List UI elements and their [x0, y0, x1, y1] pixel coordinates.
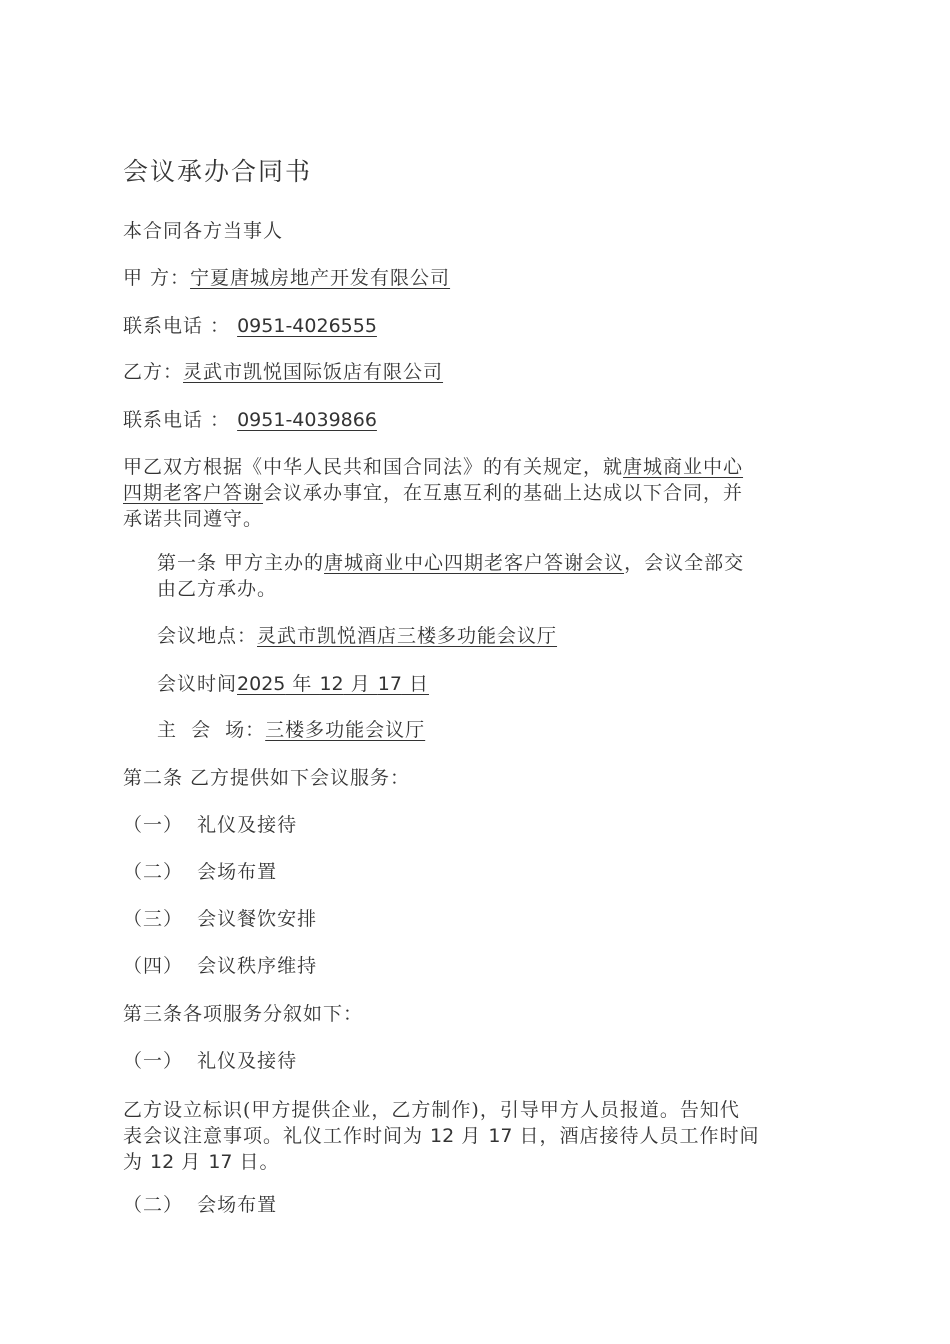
main-hall-line — [157, 718, 425, 742]
party-b-line — [123, 360, 443, 384]
article-3-line-2-post: 日，酒店接待人员工作时间 — [512, 1125, 760, 1147]
party-b-label: 乙方： — [123, 361, 184, 383]
article-3-line-2-day: 17 — [488, 1125, 513, 1147]
time-line — [157, 672, 429, 696]
preamble-line-2-text: 会议承办事宜，在互惠互利的基础上达成以下合同，并 — [263, 482, 744, 504]
party-b-phone-line — [123, 408, 377, 432]
article-3-paragraph — [123, 1097, 760, 1175]
time-day-unit: 日 — [401, 673, 429, 695]
party-a-line — [123, 266, 450, 290]
article-3-sub-2: （二） 会场布置 — [123, 1194, 278, 1216]
article-3-line-2-mid: 月 — [454, 1125, 489, 1147]
article-1-meeting-name: 唐城商业中心四期老客户答谢会议 — [324, 552, 625, 574]
party-a-phone-line — [123, 314, 377, 338]
preamble-line-1 — [123, 454, 743, 480]
party-a-phone-label: 联系电话 ： — [123, 315, 231, 337]
time-month: 12 — [319, 673, 344, 695]
article-3-line-3-pre: 为 — [123, 1151, 151, 1173]
article-3-line-3-month: 12 — [150, 1151, 175, 1173]
article-1-paragraph — [157, 550, 744, 602]
preamble-line-2 — [123, 480, 743, 506]
preamble-paragraph — [123, 454, 743, 532]
party-a-phone: 0951-4026555 — [237, 315, 377, 337]
preamble-line-3: 承诺共同遵守。 — [123, 508, 264, 530]
venue-value: 灵武市凯悦酒店三楼多功能会议厅 — [257, 625, 558, 647]
article-3-line-3 — [123, 1149, 760, 1175]
article-1-line-1-post: ，会议全部交 — [624, 552, 745, 574]
document-title: 会议承办合同书 — [123, 157, 313, 186]
party-a-label: 甲 方： — [123, 267, 191, 289]
article-1-line-1 — [157, 550, 744, 576]
article-3-line-3-mid: 月 — [174, 1151, 209, 1173]
article-2-heading: 第二条 乙方提供如下会议服务： — [123, 767, 411, 789]
party-b-phone-label: 联系电话 ： — [123, 409, 231, 431]
time-value — [237, 673, 429, 695]
article-2-item-4: （四） 会议秩序维持 — [123, 955, 318, 977]
party-b-name: 灵武市凯悦国际饭店有限公司 — [183, 361, 444, 383]
venue-label: 会议地点： — [157, 625, 258, 647]
preamble-project-part2: 四期老客户答谢 — [123, 482, 264, 504]
parties-heading: 本合同各方当事人 — [123, 220, 284, 242]
time-label: 会议时间 — [157, 673, 238, 695]
preamble-project-part1: 唐城商业中心 — [623, 456, 744, 478]
main-hall-label: 主 会 场： — [157, 719, 266, 741]
venue-line — [157, 624, 557, 648]
preamble-line-1-text: 甲乙双方根据《中华人民共和国合同法》的有关规定，就 — [123, 456, 624, 478]
article-3-heading: 第三条各项服务分叙如下： — [123, 1003, 364, 1025]
main-hall-value: 三楼多功能会议厅 — [265, 719, 426, 741]
article-2-item-2: （二） 会场布置 — [123, 861, 278, 883]
party-b-phone: 0951-4039866 — [237, 409, 377, 431]
time-year-unit: 年 — [285, 673, 320, 695]
article-3-line-2-month: 12 — [430, 1125, 455, 1147]
article-2-item-3: （三） 会议餐饮安排 — [123, 908, 318, 930]
time-day: 17 — [377, 673, 402, 695]
time-year: 2025 — [237, 673, 286, 695]
article-3-line-2 — [123, 1123, 760, 1149]
article-1-line-1-pre: 第一条 甲方主办的 — [157, 552, 325, 574]
party-a-name: 宁夏唐城房地产开发有限公司 — [190, 267, 451, 289]
article-3-line-1: 乙方设立标识(甲方提供企业，乙方制作)，引导甲方人员报道。告知代 — [123, 1099, 740, 1121]
article-3-line-3-day: 17 — [208, 1151, 233, 1173]
article-2-item-1: （一） 礼仪及接待 — [123, 814, 298, 836]
article-3-line-3-post: 日。 — [232, 1151, 280, 1173]
article-3-line-2-pre: 表会议注意事项。礼仪工作时间为 — [123, 1125, 431, 1147]
article-1-line-2: 由乙方承办。 — [157, 578, 278, 600]
time-month-unit: 月 — [343, 673, 378, 695]
article-3-sub-1: （一） 礼仪及接待 — [123, 1050, 298, 1072]
